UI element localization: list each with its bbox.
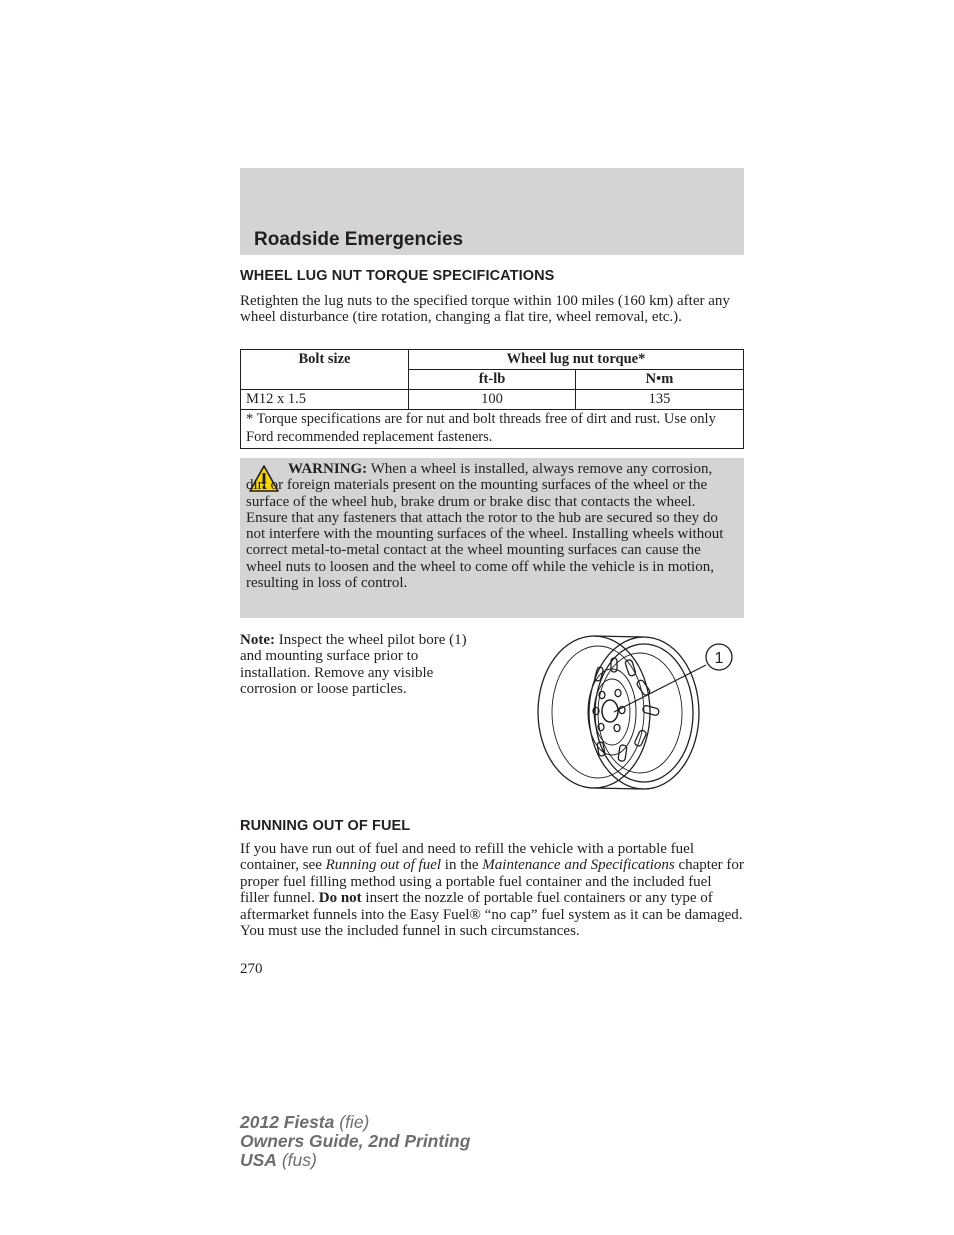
torque-intro-paragraph: Retighten the lug nuts to the specified torque within 100 miles (160 km) after any wheel disturbance (tire rotation, changing a flat tire, wheel removal, etc.).	[240, 293, 730, 326]
fuel-do-not: Do not	[318, 890, 362, 907]
footer-market: USA	[240, 1150, 277, 1170]
section-heading-fuel: RUNNING OUT OF FUEL	[240, 818, 411, 834]
footer-model: 2012 Fiesta	[240, 1112, 335, 1132]
table-header-torque: Wheel lug nut torque*	[409, 350, 744, 370]
footer-model-code: (fie)	[334, 1112, 370, 1132]
footer-line-1	[240, 1113, 470, 1132]
footer-line-3	[240, 1151, 470, 1170]
table-row	[241, 390, 744, 410]
warning-body: When a wheel is installed, always remove any corrosion, dirt or foreign materials present on the mounting surfaces of the wheel or the surface of the wheel hub, brake drum or brake disc that contacts the wheel. Ensure that any fasteners that attach the rotor to the hub are secured so they do not interfere with the mounting surfaces of the wheel. Installing wheels without correct metal-to-metal contact at the wheel mounting surfaces can cause the wheel nuts to loosen and the wheel to come off while the vehicle is in motion, resulting in loss of control.	[246, 461, 724, 592]
callout-label: 1	[714, 650, 724, 667]
footer-info	[240, 1113, 470, 1170]
note-paragraph	[240, 632, 490, 698]
footer-guide: Owners Guide, 2nd Printing	[240, 1131, 471, 1151]
fuel-text-2: in the	[441, 857, 483, 874]
fuel-ref-maintenance: Maintenance and Specifications	[482, 857, 675, 874]
fuel-text-1: If you have run out of fuel and need to refill the vehicle with a portable fuel container, see	[240, 841, 694, 874]
torque-table	[240, 349, 744, 449]
chapter-header	[240, 168, 744, 255]
fuel-ref-running-out: Running out of fuel	[325, 857, 442, 874]
warning-label: WARNING:	[288, 461, 368, 477]
table-cell-bolt: M12 x 1.5	[241, 390, 409, 410]
page-number: 270	[240, 961, 263, 977]
fuel-text-3: chapter for proper fuel filling method using a portable fuel container and the included fuel filler funnel.	[240, 857, 744, 907]
wheel-illustration	[534, 632, 744, 794]
fuel-paragraph	[240, 841, 744, 939]
footer-market-code: (fus)	[276, 1150, 317, 1170]
table-cell-ftlb: 100	[409, 390, 576, 410]
note-label: Note:	[240, 632, 275, 648]
table-header-bolt-size: Bolt size	[241, 350, 409, 390]
chapter-title: Roadside Emergencies	[254, 229, 464, 250]
warning-box	[240, 458, 744, 618]
table-subheader-nm: N•m	[576, 370, 744, 390]
note-body: Inspect the wheel pilot bore (1) and mounting surface prior to installation. Remove any visible corrosion or loose particles.	[240, 632, 467, 698]
section-heading-torque: WHEEL LUG NUT TORQUE SPECIFICATIONS	[240, 268, 555, 284]
table-cell-nm: 135	[576, 390, 744, 410]
fuel-text-4: insert the nozzle of portable fuel containers or any type of aftermarket funnels into the Easy Fuel® “no cap” fuel system as it can be damaged. You must use the included funnel in such circumstances.	[240, 890, 743, 940]
footer-line-2	[240, 1132, 470, 1151]
table-footnote: * Torque specifications are for nut and bolt threads free of dirt and rust. Use only Ford recommended replacement fasteners.	[241, 410, 744, 449]
warning-text	[246, 461, 736, 591]
table-subheader-ftlb: ft-lb	[409, 370, 576, 390]
